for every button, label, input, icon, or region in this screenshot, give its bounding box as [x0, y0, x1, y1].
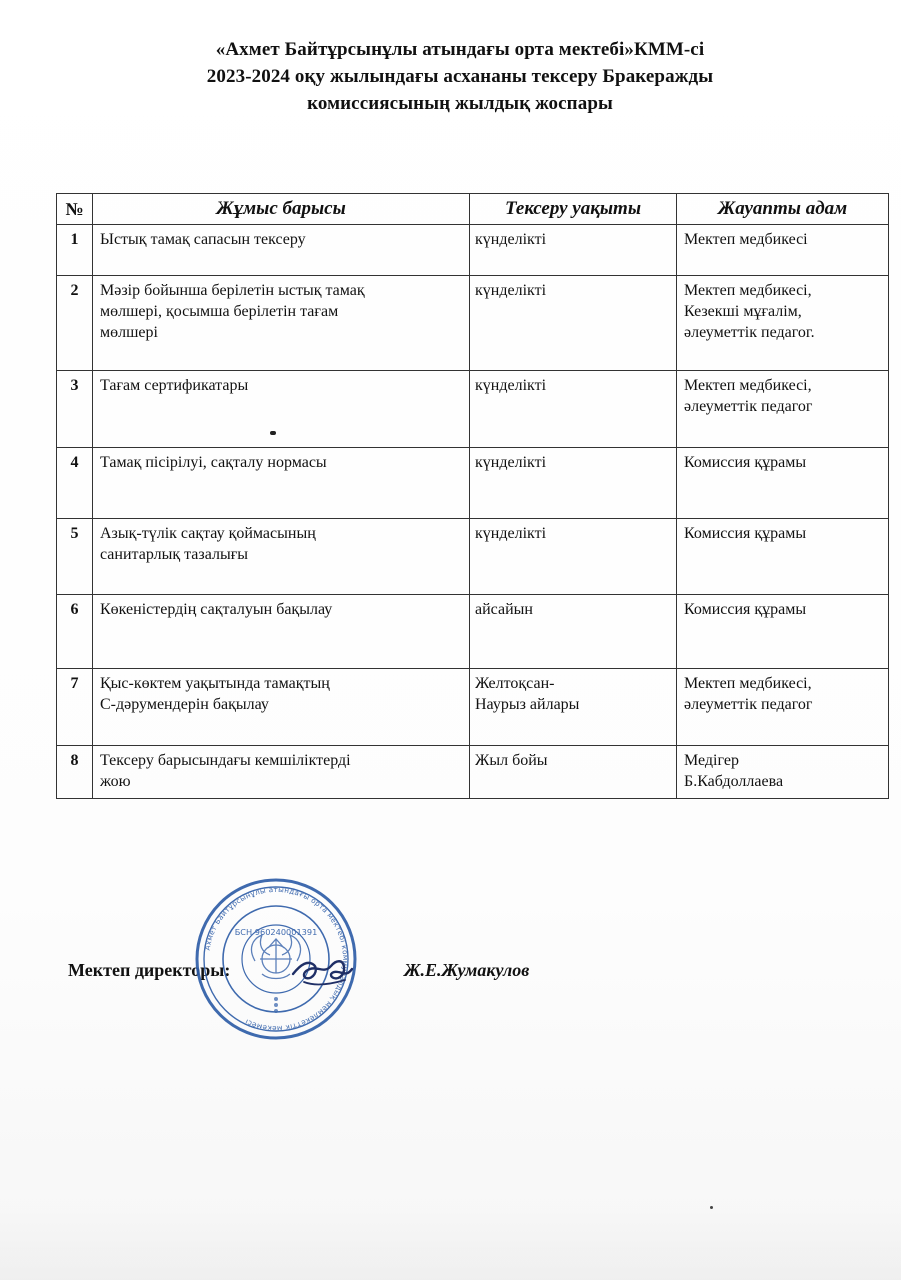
- task-text: Көкеністердің сақталуын бақылау: [100, 601, 333, 618]
- person-text: Мектеп медбикесі: [684, 231, 808, 248]
- task-text: Мәзір бойынша берілетін ыстық тамақ: [100, 282, 365, 299]
- time-cell: [470, 371, 677, 448]
- director-signature: [286, 947, 358, 995]
- person-cell: [677, 595, 889, 669]
- person-cell: [677, 448, 889, 519]
- task-cell: [93, 595, 470, 669]
- table-row: [57, 371, 889, 448]
- time-text: күнделікті: [475, 282, 547, 299]
- time-text: Жыл бойы: [475, 752, 548, 769]
- annual-plan-table: [56, 193, 889, 799]
- scan-dot: [710, 1206, 713, 1209]
- director-signature-row: [68, 956, 828, 996]
- table-row: [57, 519, 889, 595]
- time-cell: [470, 595, 677, 669]
- task-text: Тамақ пісірілуі, сақталу нормасы: [100, 454, 327, 471]
- time-cell: [470, 276, 677, 371]
- person-text: Комиссия құрамы: [684, 601, 807, 618]
- stamp-inner-text: БСН 960240001391: [234, 927, 318, 937]
- table-row: [57, 746, 889, 799]
- task-text: Тағам сертификатары: [100, 377, 249, 394]
- row-number: 7: [57, 669, 93, 746]
- row-number: 8: [57, 746, 93, 799]
- task-text: жою: [100, 773, 131, 790]
- task-cell: [93, 669, 470, 746]
- person-cell: [677, 225, 889, 276]
- task-cell: [93, 225, 470, 276]
- person-text: Комиссия құрамы: [684, 454, 807, 471]
- time-cell: [470, 225, 677, 276]
- person-text: Б.Кабдоллаева: [684, 773, 784, 790]
- time-text: күнделікті: [475, 377, 547, 394]
- person-text: Комиссия құрамы: [684, 525, 807, 542]
- task-text: Тексеру барысындағы кемшіліктерді: [100, 752, 351, 769]
- person-text: Медігер: [684, 752, 739, 769]
- row-number: 5: [57, 519, 93, 595]
- person-cell: [677, 519, 889, 595]
- person-text: әлеуметтік педагог: [684, 398, 813, 415]
- row-number: 4: [57, 448, 93, 519]
- task-text: мөлшері, қосымша берілетін тағам: [100, 303, 339, 320]
- table-row: [57, 225, 889, 276]
- person-cell: [677, 669, 889, 746]
- director-label: Мектеп директоры:: [68, 960, 231, 980]
- task-text: санитарлық тазалығы: [100, 546, 249, 563]
- task-cell: [93, 746, 470, 799]
- task-text: мөлшері: [100, 324, 158, 341]
- time-cell: [470, 448, 677, 519]
- table-row: [57, 276, 889, 371]
- time-text: Желтоқсан-: [475, 675, 555, 692]
- time-text: күнделікті: [475, 454, 547, 471]
- column-header-task: Жұмыс барысы: [93, 194, 470, 225]
- row-number: 6: [57, 595, 93, 669]
- task-text: Азық-түлік сақтау қоймасының: [100, 525, 316, 542]
- task-cell: [93, 371, 470, 448]
- person-cell: [677, 276, 889, 371]
- row-number: 1: [57, 225, 93, 276]
- task-text: Ыстық тамақ сапасын тексеру: [100, 231, 306, 248]
- handwritten-signature-icon: [286, 947, 358, 995]
- table-row: [57, 669, 889, 746]
- person-cell: [677, 746, 889, 799]
- person-cell: [677, 371, 889, 448]
- task-cell: [93, 448, 470, 519]
- row-number: 2: [57, 276, 93, 371]
- title-line-1: «Ахмет Байтұрсынұлы атындағы орта мектебі»КММ-сі: [215, 39, 705, 60]
- task-text: Қыс-көктем уақытында тамақтың: [100, 675, 330, 692]
- person-text: Мектеп медбикесі,: [684, 377, 812, 394]
- time-cell: [470, 746, 677, 799]
- person-text: Мектеп медбикесі,: [684, 282, 812, 299]
- person-text: Мектеп медбикесі,: [684, 675, 812, 692]
- time-cell: [470, 669, 677, 746]
- table-header-row: [57, 194, 889, 225]
- task-text: С-дәрумендерін бақылау: [100, 696, 269, 713]
- small-ink-mark: [270, 431, 276, 435]
- task-cell: [93, 276, 470, 371]
- time-text: Наурыз айлары: [475, 696, 580, 713]
- title-line-2: 2023-2024 оқу жылындағы асхананы тексеру Бракеражды: [206, 66, 714, 87]
- column-header-time: Тексеру уақыты: [470, 194, 677, 225]
- time-cell: [470, 519, 677, 595]
- table-row: [57, 448, 889, 519]
- person-text: Кезекші мұғалім,: [684, 303, 802, 320]
- stamp-ring-text: Ахмет Байтұрсынұлы атындағы орта мектебі коммуналдық мемлекеттік мекемесі: [202, 884, 351, 1034]
- time-text: айсайын: [475, 601, 533, 618]
- person-text: әлеуметтік педагог.: [684, 324, 815, 341]
- title-line-3: комиссиясының жылдық жоспары: [307, 93, 613, 114]
- time-text: күнделікті: [475, 231, 547, 248]
- row-number: 3: [57, 371, 93, 448]
- table-row: [57, 595, 889, 669]
- column-header-person: Жауапты адам: [677, 194, 889, 225]
- column-header-number: №: [57, 194, 93, 225]
- time-text: күнделікті: [475, 525, 547, 542]
- person-text: әлеуметтік педагог: [684, 696, 813, 713]
- task-cell: [93, 519, 470, 595]
- director-name: Ж.Е.Жумакулов: [404, 960, 530, 980]
- document-title: [110, 36, 810, 117]
